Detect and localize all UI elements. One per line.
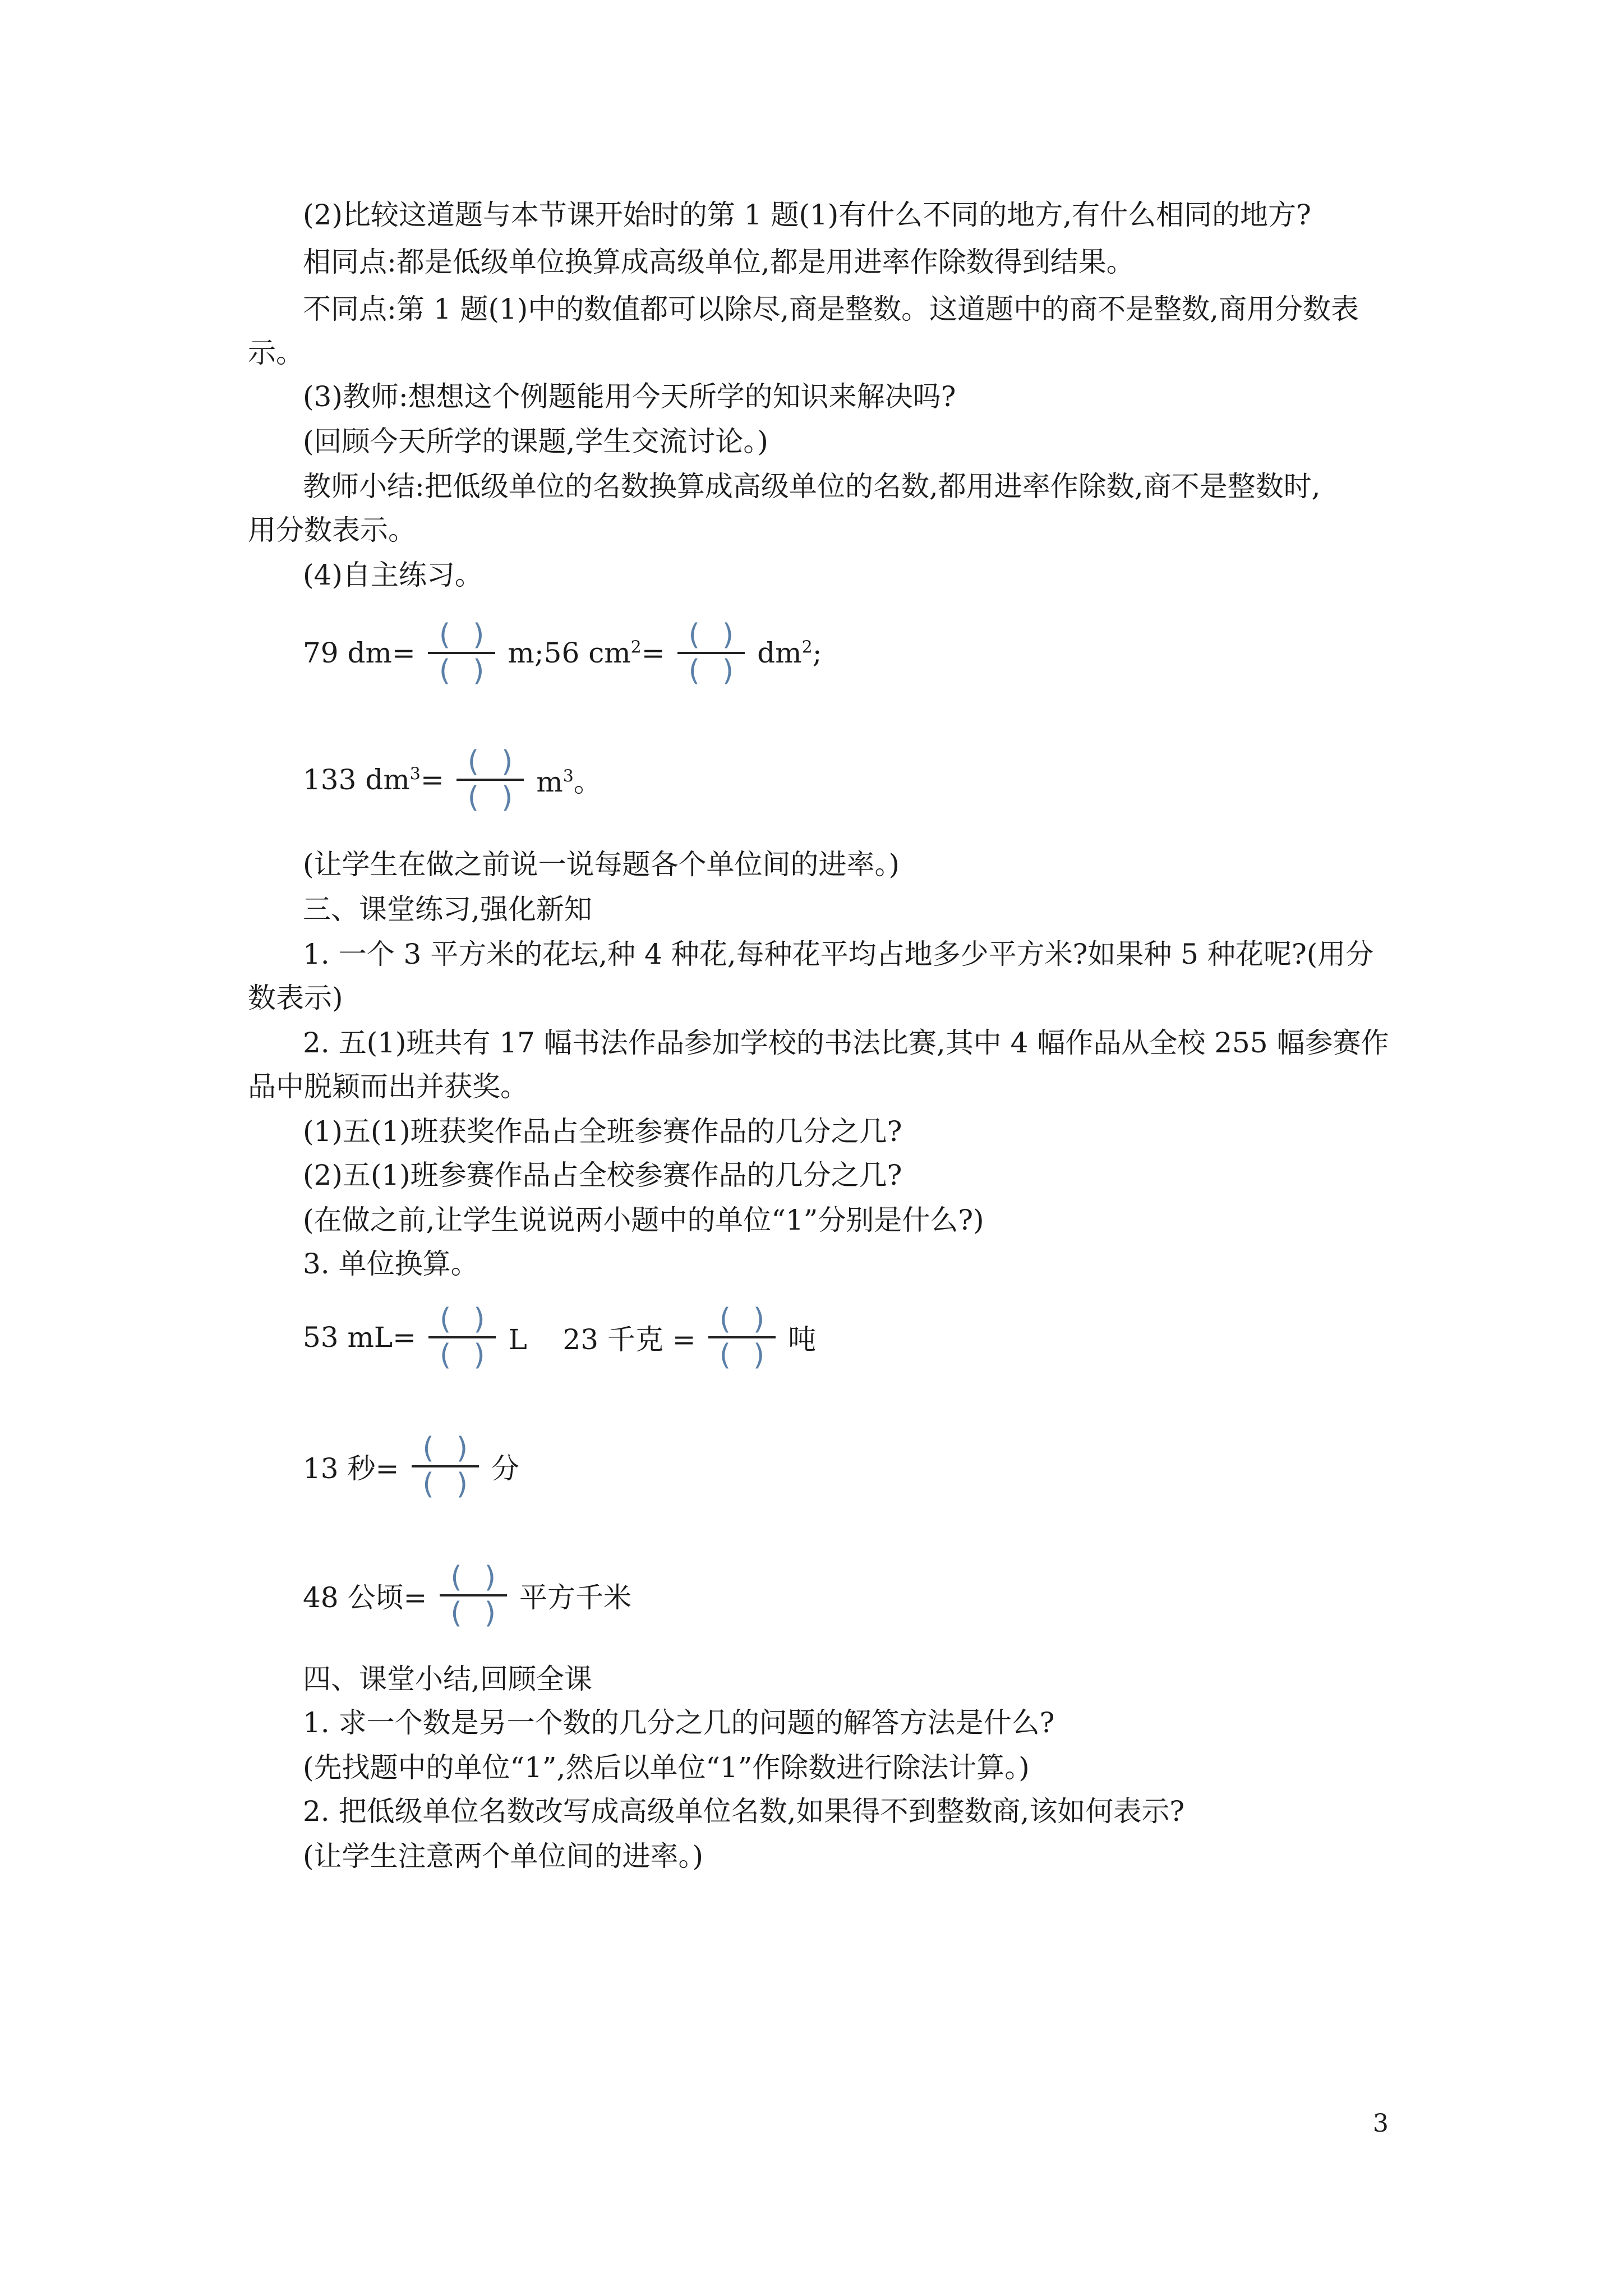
exercise-text: 133 $dm^3=$ (303, 763, 444, 796)
section-heading: 三、课堂练习,强化新知 (303, 893, 592, 926)
denominator-blank: () (440, 1338, 508, 1372)
numerator-blank: () (467, 745, 536, 779)
text-line: 用分数表示。 (248, 514, 416, 546)
text-line: 相同点:都是低级单位换算成高级单位,都是用进率作除数得到结果。 (303, 246, 1135, 278)
exercise-row (303, 1292, 816, 1382)
exercise-text: 13 秒= (303, 1452, 399, 1485)
fraction-blank[interactable] (697, 1303, 787, 1372)
fraction-blank[interactable] (417, 618, 507, 688)
numerator-blank: () (439, 618, 507, 652)
text-line: (2)五(1)班参赛作品占全校参赛作品的几分之几? (303, 1159, 902, 1191)
text-line: 品中脱颖而出并获奖。 (248, 1070, 528, 1103)
denominator-blank: () (422, 1467, 490, 1501)
text-line: 1. 求一个数是另一个数的几分之几的问题的解答方法是什么? (303, 1706, 1055, 1739)
fraction-blank[interactable] (445, 745, 536, 815)
text-line: 1. 一个 3 平方米的花坛,种 4 种花,每种花平均占地多少平方米?如果种 5 种花呢?(用分 (303, 938, 1374, 970)
fraction-blank[interactable] (400, 1432, 490, 1501)
exercise-text: L 23 千克 = (508, 1323, 696, 1356)
exercise-row (303, 1421, 519, 1511)
text-line: 示。 (248, 337, 304, 369)
numerator-blank: () (688, 618, 757, 652)
denominator-blank: () (439, 654, 507, 688)
numerator-blank: () (719, 1303, 787, 1336)
text-line: 2. 五(1)班共有 17 幅书法作品参加学校的书法比赛,其中 4 幅作品从全校 255 幅参赛作 (303, 1027, 1389, 1059)
section-heading: 四、课堂小结,回顾全课 (303, 1663, 592, 1695)
text-line: 2. 把低级单位名数改写成高级单位名数,如果得不到整数商,该如何表示? (303, 1795, 1185, 1828)
denominator-blank: () (450, 1596, 518, 1630)
numerator-blank: () (440, 1303, 508, 1336)
exercise-text: 吨 (788, 1323, 817, 1356)
numerator-blank: () (450, 1561, 518, 1594)
exercise-text: 53 mL= (303, 1321, 417, 1354)
text-line: (回顾今天所学的课题,学生交流讨论。) (303, 425, 768, 458)
text-line: (2)比较这道题与本节课开始时的第 1 题(1)有什么不同的地方,有什么相同的地方? (303, 199, 1311, 231)
text-line: (在做之前,让学生说说两小题中的单位“1”分别是什么?) (303, 1204, 984, 1236)
exercise-row (303, 735, 602, 825)
numerator-blank: () (422, 1432, 490, 1465)
text-line: 3. 单位换算。 (303, 1248, 479, 1280)
denominator-blank: () (719, 1338, 787, 1372)
fraction-blank[interactable] (666, 618, 757, 688)
text-line: (4)自主练习。 (303, 559, 483, 591)
fraction-blank[interactable] (417, 1303, 508, 1372)
exercise-row (303, 608, 822, 698)
fraction-blank[interactable] (428, 1561, 518, 1630)
exercise-text: 79 dm= (303, 637, 416, 669)
exercise-text: $dm^2$; (757, 637, 822, 669)
text-line: 不同点:第 1 题(1)中的数值都可以除尽,商是整数。这道题中的商不是整数,商用分数表 (303, 293, 1359, 325)
exercise-text: 平方千米 (519, 1581, 631, 1614)
exercise-row (303, 1550, 631, 1640)
denominator-blank: () (467, 781, 536, 815)
exercise-text: 48 公顷= (303, 1581, 427, 1614)
text-line: (让学生注意两个单位间的进率。) (303, 1840, 704, 1872)
text-line: 教师小结:把低级单位的名数换算成高级单位的名数,都用进率作除数,商不是整数时, (303, 470, 1321, 503)
text-line: 数表示) (248, 982, 343, 1014)
exercise-text: $m^3$。 (536, 766, 602, 798)
text-line: (1)五(1)班获奖作品占全班参赛作品的几分之几? (303, 1115, 902, 1148)
text-line: (先找题中的单位“1”,然后以单位“1”作除数进行除法计算。) (303, 1751, 1030, 1784)
denominator-blank: () (688, 654, 757, 688)
exercise-text: m;56 $cm^2=$ (508, 637, 665, 669)
page-number: 3 (1373, 2109, 1389, 2138)
text-line: (让学生在做之前说一说每题各个单位间的进率。) (303, 848, 900, 881)
exercise-text: 分 (491, 1452, 519, 1485)
text-line: (3)教师:想想这个例题能用今天所学的知识来解决吗? (303, 380, 956, 413)
